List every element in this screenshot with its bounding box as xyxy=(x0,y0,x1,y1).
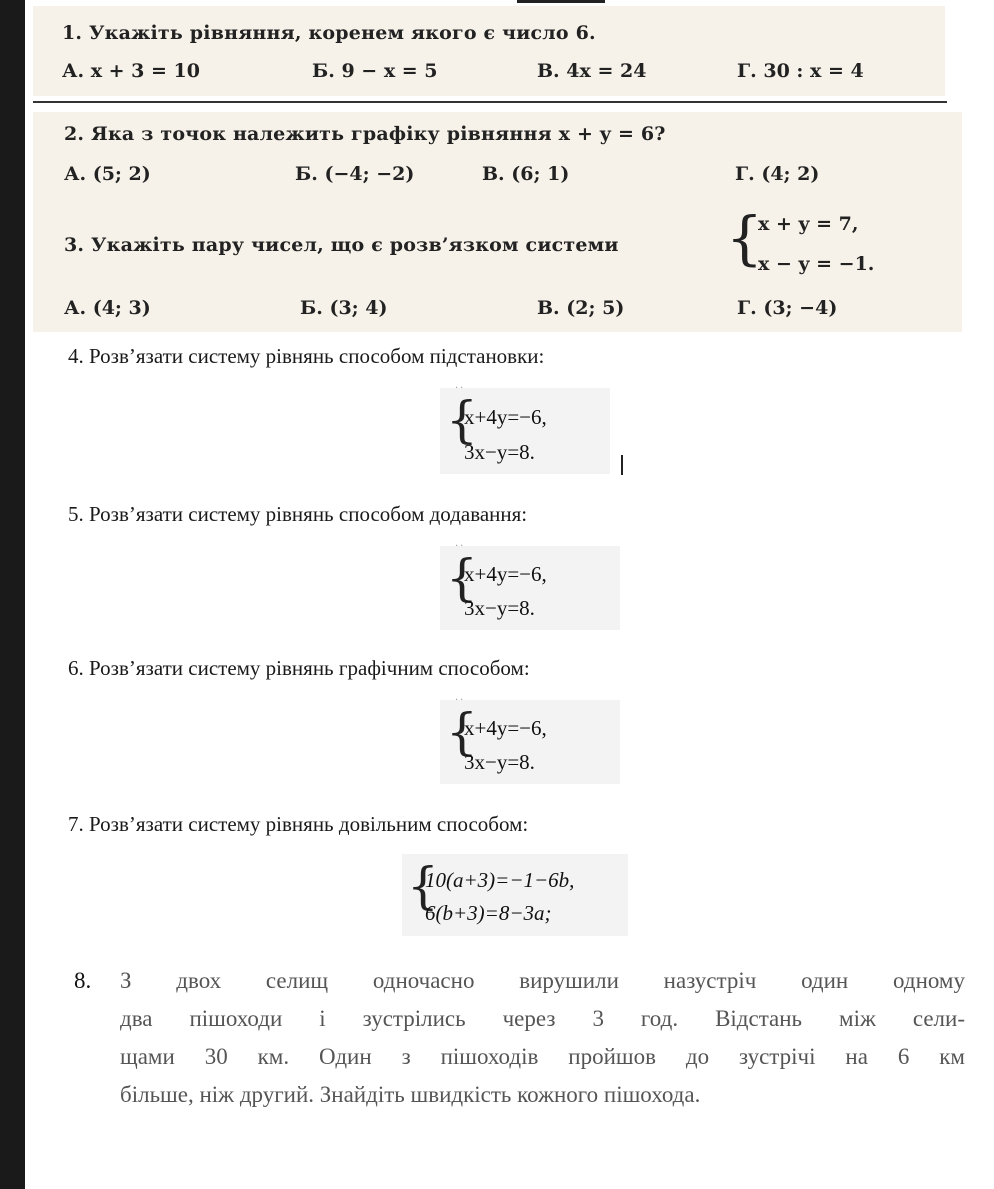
task-4-equation-2: 3x−y=8. xyxy=(464,440,535,464)
task-7-text: 7. Розв’язати систему рівнянь довільним способом: xyxy=(68,812,529,836)
task-5-text: 5. Розв’язати систему рівнянь способом додавання: xyxy=(68,502,528,526)
question-1-block xyxy=(33,6,945,96)
task-5-brace: { xyxy=(446,549,478,607)
question-3-brace: { xyxy=(726,204,763,272)
task-7-brace: { xyxy=(407,857,439,915)
task-4-equation-1: x+4y=−6, xyxy=(464,405,547,429)
task-6-dots: .. xyxy=(455,692,466,703)
question-3-option-c: В. (2; 5) xyxy=(537,297,625,319)
task-8-paragraph xyxy=(74,962,965,1114)
question-2-text: 2. Яка з точок належить графіку рівняння x + y = 6? xyxy=(64,123,666,145)
question-3-option-d: Г. (3; −4) xyxy=(737,297,838,319)
task-4-text: 4. Розв’язати систему рівнянь способом підстановки: xyxy=(68,344,545,368)
task-8-line-4: більше, ніж другий. Знайдіть швидкість кожного пішохода. xyxy=(120,1082,701,1107)
task-6-text: 6. Розв’язати систему рівнянь графічним способом: xyxy=(68,656,530,680)
question-3-equation-1: x + y = 7, xyxy=(758,213,859,235)
left-dark-border xyxy=(0,0,25,1189)
task-4-brace: { xyxy=(446,391,478,449)
question-3-equation-2: x − y = −1. xyxy=(758,253,875,275)
task-8-number: 8. xyxy=(74,968,92,993)
task-6-brace: { xyxy=(446,703,478,761)
task-8-line-1: З двох селищ одночасно вирушили назустріч один одному xyxy=(120,968,965,993)
question-1-option-d: Г. 30 : x = 4 xyxy=(737,60,864,82)
task-5-dots: .. xyxy=(455,538,466,549)
task-7-equation-1: 10(a+3)=−1−6b, xyxy=(425,868,575,892)
section-divider xyxy=(33,101,947,103)
question-3-text: 3. Укажіть пару чисел, що є розв’язком системи xyxy=(64,234,619,256)
question-3-option-b: Б. (3; 4) xyxy=(300,297,388,319)
task-4-dots: .. xyxy=(455,380,466,391)
task-7-equation-2: 6(b+3)=8−3a; xyxy=(425,901,552,925)
question-1-option-a: А. x + 3 = 10 xyxy=(62,60,200,82)
question-1-text: 1. Укажіть рівняння, коренем якого є число 6. xyxy=(62,22,596,44)
question-3-option-a: А. (4; 3) xyxy=(64,297,151,319)
task-8-line-3: щами 30 км. Один з пішоходів пройшов до зустрічі на 6 км xyxy=(120,1044,965,1069)
question-2-option-c: В. (6; 1) xyxy=(482,163,570,185)
question-2-option-b: Б. (−4; −2) xyxy=(295,163,415,185)
question-1-option-c: В. 4x = 24 xyxy=(537,60,647,82)
top-rule xyxy=(517,0,605,3)
task-6-equation-2: 3x−y=8. xyxy=(464,750,535,774)
task-8-line-2: два пішоходи і зустрілись через 3 год. Відстань між сели- xyxy=(120,1006,965,1031)
task-5-equation-1: x+4y=−6, xyxy=(464,562,547,586)
question-2-option-d: Г. (4; 2) xyxy=(735,163,820,185)
task-6-equation-1: x+4y=−6, xyxy=(464,716,547,740)
text-cursor xyxy=(621,455,623,475)
task-5-equation-2: 3x−y=8. xyxy=(464,596,535,620)
question-1-option-b: Б. 9 − x = 5 xyxy=(312,60,438,82)
question-2-option-a: А. (5; 2) xyxy=(64,163,151,185)
